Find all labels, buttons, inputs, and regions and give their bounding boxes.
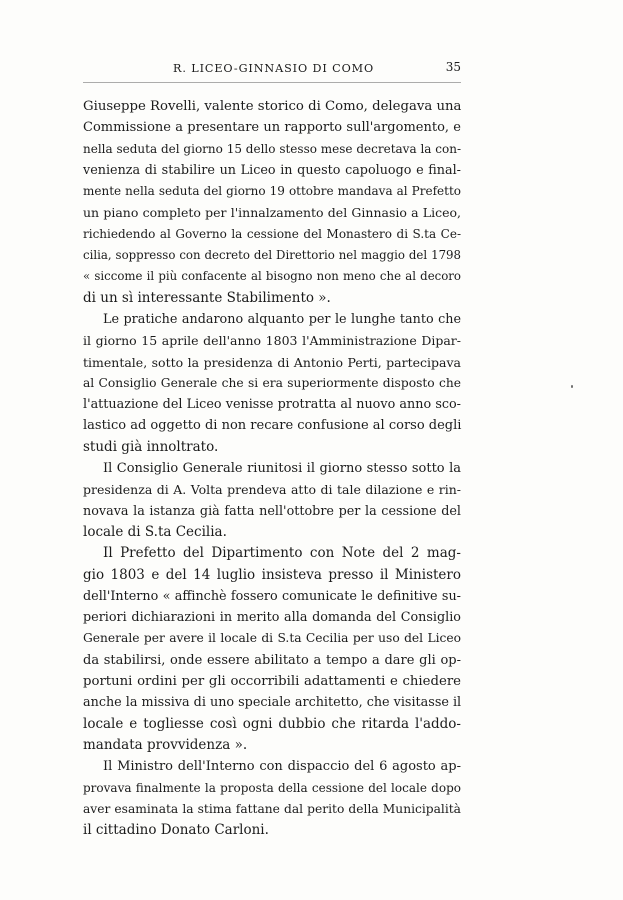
- text-line: venienza di stabilire un Liceo in questo capoluogo e final-: [83, 162, 461, 178]
- paper-speck: [571, 385, 573, 388]
- header-rule: [83, 82, 461, 83]
- text-line: provava finalmente la proposta della cessione del locale dopo: [83, 780, 461, 795]
- text-line: novava la istanza già fatta nell'ottobre per la cessione del: [83, 503, 461, 519]
- paragraph-last-line: di un sì interessante Stabilimento ».: [83, 289, 331, 306]
- text-line: nella seduta del giorno 15 dello stesso mese decretava la con-: [83, 141, 461, 156]
- text-line: mente nella seduta del giorno 19 ottobre mandava al Prefetto: [83, 184, 461, 199]
- text-line: gio 1803 e del 14 luglio insisteva presso il Ministero: [83, 566, 461, 583]
- paragraph-last-line: locale di S.ta Cecilia.: [83, 523, 227, 540]
- paragraph-first-line: Il Ministro dell'Interno con dispaccio del 6 agosto ap-: [103, 759, 461, 775]
- paragraph-last-line: studi già innoltrato.: [83, 438, 219, 455]
- text-line: da stabilirsi, onde essere abilitato a tempo a dare gli op-: [83, 652, 461, 668]
- text-line: Commissione a presentare un rapporto sull'argomento, e: [83, 120, 461, 136]
- paragraph-first-line: Il Prefetto del Dipartimento con Note del 2 mag-: [103, 545, 461, 562]
- paragraph-last-line: mandata provvidenza ».: [83, 736, 248, 753]
- text-line: « siccome il più confacente al bisogno non meno che al decoro: [83, 269, 461, 284]
- text-line: aver esaminata la stima fattane dal perito della Municipalità: [83, 801, 461, 816]
- text-line: il giorno 15 aprile dell'anno 1803 l'Amministrazione Dipar-: [83, 333, 461, 349]
- running-head: R. LICEO-GINNASIO DI COMO: [173, 62, 375, 75]
- body-text: [83, 96, 461, 841]
- text-line: Generale per avere il locale di S.ta Cecilia per uso del Liceo: [83, 631, 461, 646]
- text-line: periori dichiarazioni in merito alla domanda del Consiglio: [83, 610, 461, 626]
- text-line: lastico ad oggetto di non recare confusione al corso degli: [83, 418, 462, 434]
- page-number: 35: [445, 60, 461, 74]
- text-line: timentale, sotto la presidenza di Antonio Perti, partecipava: [83, 354, 461, 370]
- page-header: [83, 60, 461, 80]
- text-line: locale e togliesse così ogni dubbio che ritarda l'addo-: [83, 715, 461, 732]
- text-line: cilia, soppresso con decreto del Direttorio nel maggio del 1798: [83, 248, 461, 263]
- paragraph-first-line: Il Consiglio Generale riunitosi il giorno stesso sotto la: [103, 461, 461, 477]
- paragraph-first-line: Le pratiche andarono alquanto per le lunghe tanto che: [103, 311, 461, 327]
- text-line: anche la missiva di uno speciale architetto, che visitasse il: [83, 695, 462, 711]
- paragraph-last-line: il cittadino Donato Carloni.: [83, 822, 269, 839]
- text-line: richiedendo al Governo la cessione del Monastero di S.ta Ce-: [83, 226, 461, 241]
- text-line: presidenza di A. Volta prendeva atto di tale dilazione e rin-: [83, 482, 461, 498]
- text-line: Giuseppe Rovelli, valente storico di Como, delegava una: [83, 99, 462, 114]
- text-line: portuni ordini per gli occorribili adattamenti e chiedere: [83, 674, 461, 690]
- text-line: al Consiglio Generale che si era superiormente disposto che: [83, 375, 461, 390]
- text-line: dell'Interno « affinchè fossero comunicate le definitive su-: [83, 588, 461, 604]
- text-line: un piano completo per l'innalzamento del Ginnasio a Liceo,: [83, 205, 461, 221]
- text-line: l'attuazione del Liceo venisse protratta al nuovo anno sco-: [83, 397, 461, 413]
